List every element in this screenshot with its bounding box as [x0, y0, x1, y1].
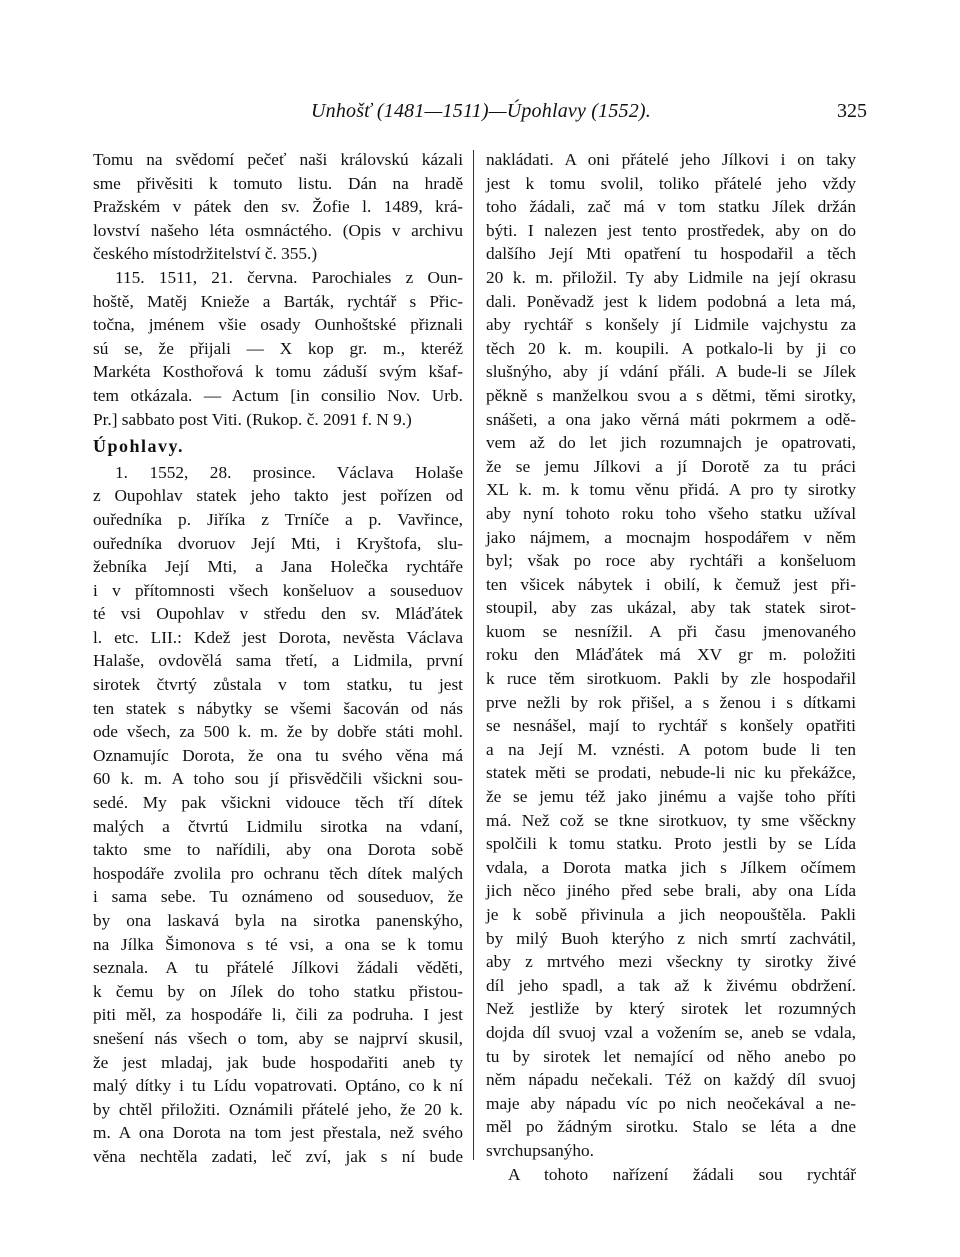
text-line: m. A ona Dorota na tom jest přestala, než svého [93, 1123, 463, 1143]
text-line: Halaše, ovdovělá sama třetí, a Lidmila, první [93, 651, 463, 671]
text-line: by ona laskavá byla na sirotka panenskýho, [93, 911, 463, 930]
text-line: tu by sirotek let nemající od něho anebo po [486, 1046, 856, 1066]
text-line: k čemu by on Jílek do toho statku přistou- [93, 981, 463, 1001]
text-line: 1. 1552, 28. prosince. Václava Holaše [115, 462, 463, 482]
section-heading: Úpohlavy. [93, 436, 185, 457]
text-line: by chtěl přiložiti. Oznámili přátelé jeho, že 20 k. [93, 1099, 463, 1119]
column-divider [473, 150, 474, 1160]
text-line: 20 k. m. přiložil. Ty aby Lidmile na její okrasu [486, 267, 856, 287]
text-line: snášeti, a ona jako věrná máti pokrmem a odě- [486, 409, 856, 429]
text-line: malých a čtvrtú Lidmilu sirotka na vdaní, [93, 816, 463, 836]
text-line: ten statek s nábytky se všemi šacován od nás [93, 698, 463, 718]
text-line: prve nežli by rok přišel, a s ženou i s dítkami [486, 692, 856, 712]
text-line: toho žádali, zač má v tom statku Jílek držán [486, 197, 856, 217]
text-line: aby rychtář s konšely jí Lidmile vajchystu za [486, 315, 856, 335]
text-line: vdala, a Dorota matka jich s Jílkem očímem [486, 857, 856, 877]
text-line: takto sme to nařídili, aby ona Dorota sobě [93, 840, 463, 860]
text-line: má. Než což se tkne sirotkuov, ty sme všěckny [486, 810, 856, 830]
text-line: jako nájmem, a mocnajm hospodářem v něm [486, 527, 856, 547]
text-line: žebníka Její Mti, a Jana Holečka rychtáře [93, 557, 463, 577]
text-line: se nesnášel, mají to rychtář s konšely opatřiti [486, 716, 856, 736]
text-line: dali. Poněvadž jest k lidem podobná a leta má, [486, 291, 856, 311]
text-line: k ruce těm sirotkuom. Pakli by zle hospodařil [486, 669, 856, 689]
text-line: té vsi Oupohlav v středu den sv. Mláďátek [93, 604, 463, 624]
text-line: ouředníka dvoruov Její Mti, i Kryštofa, slu- [93, 533, 463, 553]
text-line: dalšího Její Mti opatření tu hospodařil a těch [486, 244, 856, 264]
text-line: sirotek čtvrtý zůstala v tom statku, tu jest [93, 675, 463, 695]
text-line: 115. 1511, 21. června. Parochiales z Oun- [115, 267, 463, 287]
left-column [93, 148, 463, 1169]
text-line: sedé. My pak všickni vidouce těch tří dítek [93, 793, 463, 813]
text-line: Pražském v pátek den sv. Žofie l. 1489, krá- [93, 197, 463, 217]
text-line: sme přivěsiti k tomuto listu. Dán na hradě [93, 173, 463, 193]
text-line: pěkně s manželkou svou a s dětmi, těmi sirotky, [486, 385, 856, 405]
text-line: že jest mladaj, jak bude hospodařiti aneb ty [93, 1052, 463, 1072]
text-line: byl; však po roce aby rychtáři a konšeluom [486, 551, 856, 571]
text-line: snešení nás všech o tom, aby se najprví skusil, [93, 1028, 463, 1048]
text-line: tem otkázala. — Actum [in consilio Nov. Urb. [93, 385, 463, 405]
text-line: ten všicek nábytek i obilí, k čemuž jest při- [486, 574, 856, 594]
text-line: slušnýho, aby jí vdání přáli. A bude-li se Jílek [486, 362, 856, 382]
text-line: spolčili k tomu statku. Proto jestli by se Lída [486, 834, 856, 854]
text-line: stoupil, aby zas ukázal, aby tak statek sirot- [486, 598, 856, 618]
text-line: Oznamujíc Dorota, že ona tu svého věna má [93, 745, 463, 765]
text-line: maje aby nápadu víc po nich neočekával a ne- [486, 1093, 856, 1113]
text-line: jich něco jiného před sebe brali, aby ona Lída [486, 881, 856, 901]
text-line: jest k tomu svolil, toliko přátelé jeho vždy [486, 173, 856, 193]
text-line: něm nápadu nečekali. Též on každý díl svuoj [486, 1070, 856, 1090]
text-line: dojda díl svuoj vzal a vožením se, aneb se vdala, [486, 1022, 856, 1042]
text-line: i v přítomnosti všech konšeluov a souseduov [93, 580, 463, 600]
text-line: točna, jménem všie osady Ounhoštské přiznali [93, 315, 463, 335]
text-line: těch 20 k. m. koupili. A potkalo-li by ji co [486, 338, 856, 358]
text-line: že se jemu též jako jinému a vajše toho příti [486, 787, 856, 807]
text-line: sú se, že přijali — X kop gr. m., kteréž [93, 338, 463, 358]
text-line: roku den Mláďátek má XV gr m. položiti [486, 645, 856, 665]
text-line: Tomu na svědomí pečeť naši královskú kázali [93, 150, 463, 169]
text-line: hoště, Matěj Knieže a Barták, rychtář s Přic- [93, 291, 463, 311]
text-line: českého místodržitelství č. 355.) [93, 244, 318, 264]
text-line: hospodáře zvolila pro ochranu těch dítek malých [93, 863, 463, 883]
text-line: A tohoto nařízení žádali sou rychtář [508, 1164, 856, 1184]
text-line: Markéta Kosthořová k tomu záduší svým kšaf- [93, 362, 463, 382]
running-head: Unhošť (1481—1511)—Úpohlavy (1552). [311, 100, 651, 122]
text-line: z Oupohlav statek jeho takto jest pořízen od [93, 486, 463, 506]
text-line: nakládati. A oni přátelé jeho Jílkovi i on taky [486, 150, 856, 169]
text-line: že se jemu Jílkovi a jí Dorotě za tu práci [486, 456, 856, 476]
text-line: je k sobě přivinula a jich neopouštěla. Pakli [486, 905, 856, 924]
text-line: aby z mrtvého mezi všeckny ty sirotky živé [486, 952, 856, 972]
text-line: l. etc. LII.: Kdež jest Dorota, nevěsta Václava [93, 627, 463, 647]
text-line: na Jílka Šimonova s té vsi, a ona se k tomu [93, 934, 463, 954]
text-line: býti. I nalezen jest tento prostředek, aby on do [486, 220, 856, 240]
text-line: věna nechtěla zadati, leč zví, jak s ní bude [93, 1146, 463, 1166]
text-line: malý dítky i tu Lídu vopatrovati. Optáno, co k ní [93, 1076, 463, 1096]
text-line: 60 k. m. A toho sou jí přisvědčili všickni sou- [93, 769, 463, 789]
text-line: a na Její M. vznésti. A potom bude li ten [486, 739, 856, 759]
text-line: Pr.] sabbato post Viti. (Rukop. č. 2091 f. N 9.) [93, 409, 412, 429]
text-line: statek měti se prodati, nebude-li nic ku překážce, [486, 763, 856, 783]
text-line: by milý Buoh kterýho z nich smrtí zachvátil, [486, 928, 856, 948]
page-number: 325 [837, 100, 867, 122]
text-line: aby nyní tohoto roku toho všeho statku užíval [486, 503, 856, 523]
text-line: svrchupsanýho. [486, 1140, 594, 1160]
text-line: měl po žádným sirotku. Stalo se léta a dne [486, 1117, 856, 1137]
text-line: ouředníka p. Jiříka z Trníče a p. Vavřince, [93, 509, 463, 529]
text-line: seznala. A tu přátelé Jílkovi žádali věděti, [93, 958, 463, 978]
text-line: XL k. m. k tomu věnu přidá. A pro ty sirotky [486, 480, 856, 500]
text-line: piti měl, za hospodáře li, čili za podruha. I jest [93, 1005, 463, 1025]
text-line: díl jeho spadl, a tak až k živému obdržení. [486, 975, 856, 995]
text-line: i sama sebe. Tu oznámeno od souseduov, že [93, 887, 463, 907]
text-line: kuom se nesnížil. A při času jmenovaného [486, 621, 856, 641]
right-column [486, 148, 856, 1186]
text-line: lovství našeho léta osmnáctého. (Opis v archivu [93, 220, 463, 240]
page-header [95, 100, 867, 134]
text-line: vem až do let jich rozumnajch je opatrovati, [486, 433, 856, 453]
text-line: Než jestliže by který sirotek let rozumných [486, 999, 856, 1019]
text-line: ode všech, za 500 k. m. že by dobře státi mohl. [93, 722, 463, 742]
